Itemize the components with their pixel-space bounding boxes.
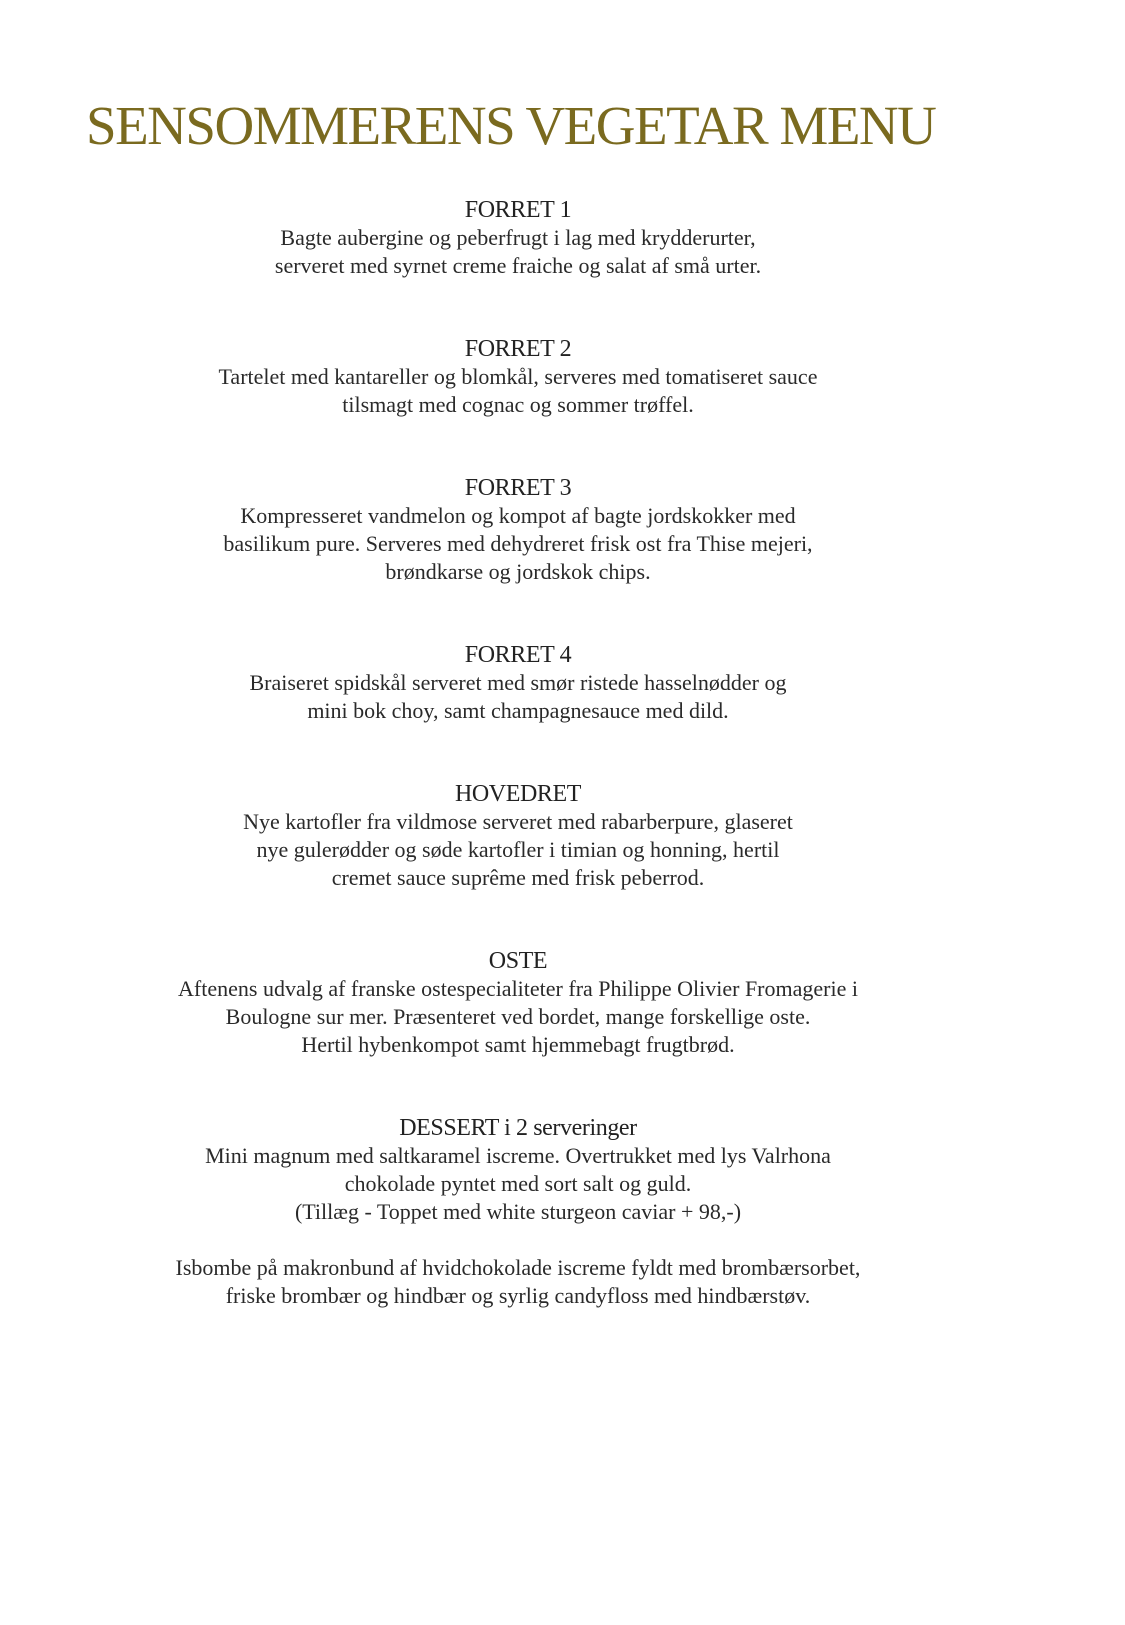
course-description-line: friske brombær og hindbær og syrlig candyfloss med hindbærstøv. bbox=[225, 1283, 811, 1308]
page-title: SENSOMMERENS VEGETAR MENU bbox=[86, 95, 936, 156]
course-forret-3 bbox=[0, 474, 1036, 586]
course-description-line: chokolade pyntet med sort salt og guld. bbox=[344, 1171, 692, 1196]
course-description-line: Isbombe på makronbund af hvidchokolade iscreme fyldt med brombærsorbet, bbox=[175, 1255, 861, 1280]
course-description-line: Boulogne sur mer. Præsenteret ved bordet, mange forskellige oste. bbox=[225, 1004, 811, 1029]
course-description-line: Nye kartofler fra vildmose serveret med rabarberpure, glaseret bbox=[243, 809, 793, 834]
course-description-line: Bagte aubergine og peberfrugt i lag med krydderurter, bbox=[280, 225, 756, 250]
course-description-line: Mini magnum med saltkaramel iscreme. Overtrukket med lys Valrhona bbox=[205, 1143, 831, 1168]
course-description-line: Kompresseret vandmelon og kompot af bagte jordskokker med bbox=[240, 503, 796, 528]
course-description-line: Hertil hybenkompot samt hjemmebagt frugtbrød. bbox=[301, 1032, 735, 1057]
course-heading: OSTE bbox=[488, 948, 548, 974]
course-description-line: brøndkarse og jordskok chips. bbox=[385, 559, 651, 584]
course-heading: FORRET 1 bbox=[464, 197, 572, 223]
menu bbox=[0, 196, 1036, 1310]
course-description-line: mini bok choy, samt champagnesauce med dild. bbox=[307, 698, 729, 723]
course-forret-2 bbox=[0, 335, 1036, 419]
course-dessert bbox=[0, 1114, 1036, 1310]
course-description-line: tilsmagt med cognac og sommer trøffel. bbox=[342, 392, 694, 417]
course-heading: HOVEDRET bbox=[454, 781, 582, 807]
course-description-line: basilikum pure. Serveres med dehydreret frisk ost fra Thise mejeri, bbox=[223, 531, 813, 556]
course-heading: DESSERT i 2 serveringer bbox=[399, 1115, 637, 1141]
course-heading: FORRET 3 bbox=[464, 475, 572, 501]
course-heading: FORRET 4 bbox=[464, 642, 572, 668]
course-description-line: Aftenens udvalg af franske ostespecialiteter fra Philippe Olivier Fromagerie i bbox=[178, 976, 858, 1001]
course-description-line: Braiseret spidskål serveret med smør ristede hasselnødder og bbox=[249, 670, 787, 695]
course-description-line: Tartelet med kantareller og blomkål, serveres med tomatiseret sauce bbox=[218, 364, 818, 389]
course-description-line: cremet sauce suprême med frisk peberrod. bbox=[331, 865, 705, 890]
course-heading: FORRET 2 bbox=[464, 336, 572, 362]
course-description-line: serveret med syrnet creme fraiche og salat af små urter. bbox=[274, 253, 762, 278]
course-oste bbox=[0, 947, 1036, 1059]
course-forret-4 bbox=[0, 641, 1036, 725]
course-forret-1 bbox=[0, 196, 1036, 280]
course-hovedret bbox=[0, 780, 1036, 892]
course-description-line: nye gulerødder og søde kartofler i timian og honning, hertil bbox=[256, 837, 780, 862]
course-surcharge-line: (Tillæg - Toppet med white sturgeon caviar + 98,-) bbox=[294, 1199, 742, 1224]
